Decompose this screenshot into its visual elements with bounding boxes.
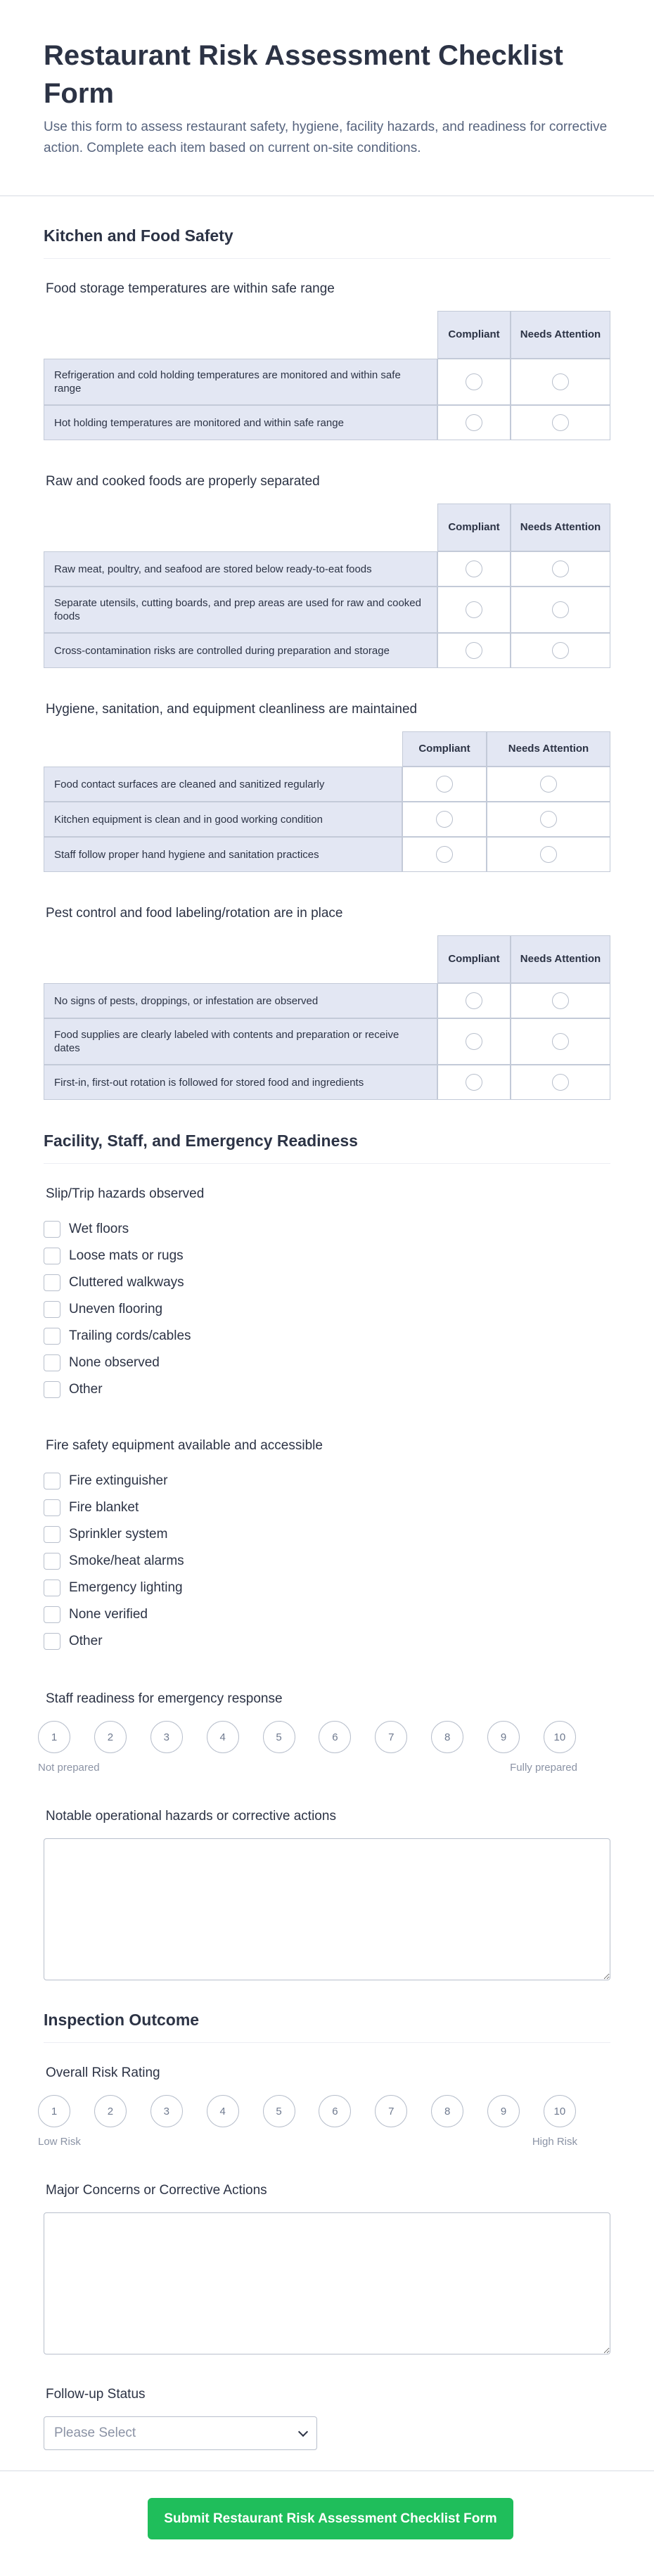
scale-option[interactable]: 4 [207, 1721, 239, 1753]
dropdown-followup [44, 2385, 610, 2450]
concerns-textarea[interactable] [44, 2212, 610, 2354]
scale-option[interactable]: 8 [431, 2095, 463, 2127]
scale-option[interactable]: 9 [487, 1721, 520, 1753]
matrix-corner [44, 731, 402, 767]
submit-button[interactable]: Submit Restaurant Risk Assessment Checklist Form [148, 2498, 513, 2539]
matrix-food-separation [44, 473, 610, 668]
checkbox[interactable] [44, 1553, 60, 1570]
scale-low-label: Not prepared [38, 1762, 100, 1774]
question-label: Raw and cooked foods are properly separated [46, 474, 320, 489]
scale-option[interactable]: 6 [319, 2095, 351, 2127]
scale-option[interactable]: 7 [375, 1721, 407, 1753]
scale-option[interactable]: 5 [263, 1721, 295, 1753]
checkbox[interactable] [44, 1301, 60, 1318]
radio-needs-attention[interactable] [552, 1033, 569, 1050]
matrix-row [44, 1065, 610, 1100]
section-outcome [44, 1980, 610, 2043]
matrix-table [44, 935, 610, 1100]
matrix-row-label: No signs of pests, droppings, or infestation are observed [44, 983, 437, 1018]
checkbox-option[interactable] [44, 1468, 610, 1494]
matrix-row-label: First-in, first-out rotation is followed for stored food and ingredients [44, 1065, 437, 1100]
radio-compliant[interactable] [466, 1074, 482, 1091]
section-title: Facility, Staff, and Emergency Readiness [44, 1132, 358, 1150]
scale-option[interactable]: 2 [94, 2095, 127, 2127]
section-facility [44, 1100, 610, 1164]
scale-option[interactable]: 4 [207, 2095, 239, 2127]
question-label: Major Concerns or Corrective Actions [46, 2183, 267, 2198]
checkbox-option[interactable] [44, 1575, 610, 1601]
radio-compliant[interactable] [466, 642, 482, 659]
checkbox-label: Loose mats or rugs [69, 1248, 184, 1263]
radio-needs-attention[interactable] [552, 992, 569, 1009]
checkbox-option[interactable] [44, 1548, 610, 1575]
matrix-row [44, 359, 610, 405]
scale-option[interactable]: 1 [38, 2095, 70, 2127]
checkbox-option[interactable] [44, 1296, 610, 1323]
radio-needs-attention[interactable] [552, 414, 569, 431]
scale-option[interactable]: 5 [263, 2095, 295, 2127]
matrix-table [44, 731, 610, 872]
radio-needs-attention[interactable] [540, 776, 557, 793]
scale-option[interactable]: 2 [94, 1721, 127, 1753]
checkbox-label: Cluttered walkways [69, 1275, 184, 1290]
radio-compliant[interactable] [436, 811, 453, 828]
checkbox-option[interactable] [44, 1269, 610, 1296]
radio-needs-attention[interactable] [552, 560, 569, 577]
textarea-concerns [44, 2181, 610, 2354]
checkbox[interactable] [44, 1633, 60, 1650]
checkbox-option[interactable] [44, 1350, 610, 1376]
checkbox-option[interactable] [44, 1628, 610, 1655]
matrix-corner [44, 311, 437, 359]
matrix-food-storage [44, 280, 610, 440]
checkbox-option[interactable] [44, 1521, 610, 1548]
question-label: Slip/Trip hazards observed [46, 1186, 205, 1201]
radio-compliant[interactable] [466, 992, 482, 1009]
checkbox-label: Trailing cords/cables [69, 1328, 191, 1343]
form-description: Use this form to assess restaurant safety, hygiene, facility hazards, and readiness for corrective action. Complete each item based on current on-site conditions. [44, 120, 608, 155]
checkbox-option[interactable] [44, 1216, 610, 1243]
matrix-row-label: Staff follow proper hand hygiene and sanitation practices [44, 837, 402, 872]
checkbox[interactable] [44, 1274, 60, 1291]
matrix-row-label: Raw meat, poultry, and seafood are stored below ready-to-eat foods [44, 551, 437, 587]
question-label: Notable operational hazards or corrective actions [46, 1809, 336, 1824]
hazards-textarea[interactable] [44, 1838, 610, 1980]
checkbox-label: Sprinkler system [69, 1527, 168, 1542]
matrix-col-needs-attention: Needs Attention [511, 311, 610, 359]
checkbox-label: Fire extinguisher [69, 1473, 168, 1488]
checkbox-option[interactable] [44, 1243, 610, 1269]
matrix-row-label: Kitchen equipment is clean and in good working condition [44, 802, 402, 837]
scale-low-label: Low Risk [38, 2136, 81, 2148]
matrix-corner [44, 935, 437, 983]
matrix-table [44, 311, 610, 440]
matrix-row [44, 837, 610, 872]
checkbox[interactable] [44, 1381, 60, 1398]
textarea-hazards [44, 1807, 610, 1980]
checkbox[interactable] [44, 1354, 60, 1371]
checkbox[interactable] [44, 1606, 60, 1623]
radio-compliant[interactable] [436, 846, 453, 863]
matrix-row [44, 983, 610, 1018]
checkbox[interactable] [44, 1473, 60, 1489]
scale-high-label: High Risk [532, 2136, 577, 2148]
radio-compliant[interactable] [466, 373, 482, 390]
checkbox-group-slip-trip [44, 1185, 610, 1403]
checkbox-option[interactable] [44, 1323, 610, 1350]
matrix-row [44, 405, 610, 440]
checkbox-option[interactable] [44, 1601, 610, 1628]
scale-option[interactable]: 3 [150, 1721, 183, 1753]
radio-compliant[interactable] [436, 776, 453, 793]
question-label: Overall Risk Rating [46, 2065, 160, 2080]
radio-compliant[interactable] [466, 414, 482, 431]
checkbox[interactable] [44, 1328, 60, 1345]
matrix-row-label: Separate utensils, cutting boards, and prep areas are used for raw and cooked foods [44, 587, 437, 633]
checkbox[interactable] [44, 1579, 60, 1596]
radio-compliant[interactable] [466, 1033, 482, 1050]
checkbox[interactable] [44, 1499, 60, 1516]
section-title: Inspection Outcome [44, 2011, 200, 2029]
matrix-row-label: Hot holding temperatures are monitored and within safe range [44, 405, 437, 440]
radio-needs-attention[interactable] [540, 846, 557, 863]
matrix-col-needs-attention: Needs Attention [511, 504, 610, 551]
matrix-table [44, 504, 610, 668]
question-label: Food storage temperatures are within safe range [46, 281, 335, 296]
radio-needs-attention[interactable] [552, 601, 569, 618]
matrix-col-compliant: Compliant [437, 504, 511, 551]
scale-option[interactable]: 1 [38, 1721, 70, 1753]
scale-option[interactable]: 10 [544, 1721, 576, 1753]
scale-option[interactable]: 8 [431, 1721, 463, 1753]
scale-staff-readiness [38, 1690, 610, 1774]
matrix-col-compliant: Compliant [437, 935, 511, 983]
checkbox-label: Other [69, 1634, 103, 1648]
scale-option[interactable]: 9 [487, 2095, 520, 2127]
matrix-row-label: Food contact surfaces are cleaned and sanitized regularly [44, 767, 402, 802]
radio-compliant[interactable] [466, 560, 482, 577]
radio-needs-attention[interactable] [552, 642, 569, 659]
checkbox-label: None verified [69, 1607, 148, 1622]
matrix-pest-control [44, 904, 610, 1100]
matrix-hygiene [44, 700, 610, 872]
checkbox-group-fire-safety [44, 1437, 610, 1655]
form-footer [0, 2471, 654, 2576]
matrix-col-needs-attention: Needs Attention [511, 935, 610, 983]
checkbox-option[interactable] [44, 1494, 610, 1521]
followup-select[interactable] [44, 2416, 317, 2450]
checkbox-label: None observed [69, 1355, 160, 1370]
scale-option[interactable]: 10 [544, 2095, 576, 2127]
radio-compliant[interactable] [466, 601, 482, 618]
question-label: Pest control and food labeling/rotation are in place [46, 906, 343, 921]
matrix-row [44, 551, 610, 587]
form-header [0, 0, 654, 196]
scale-option[interactable]: 7 [375, 2095, 407, 2127]
matrix-row [44, 587, 610, 633]
question-label: Hygiene, sanitation, and equipment cleanliness are maintained [46, 702, 418, 717]
matrix-col-compliant: Compliant [437, 311, 511, 359]
rating-scale [38, 1721, 577, 1753]
matrix-row-label: Food supplies are clearly labeled with contents and preparation or receive dates [44, 1018, 437, 1065]
section-kitchen [44, 196, 610, 259]
checkbox-label: Fire blanket [69, 1500, 139, 1515]
question-label: Follow-up Status [46, 2387, 146, 2402]
scale-option[interactable]: 3 [150, 2095, 183, 2127]
scale-overall-risk [38, 2064, 610, 2148]
matrix-col-compliant: Compliant [402, 731, 487, 767]
checkbox-label: Other [69, 1382, 103, 1397]
form-title: Restaurant Risk Assessment Checklist Form [44, 40, 563, 109]
radio-needs-attention[interactable] [540, 811, 557, 828]
radio-needs-attention[interactable] [552, 373, 569, 390]
select-placeholder: Please Select [54, 2426, 136, 2440]
radio-needs-attention[interactable] [552, 1074, 569, 1091]
matrix-col-needs-attention: Needs Attention [487, 731, 610, 767]
checkbox[interactable] [44, 1526, 60, 1543]
chevron-down-icon [298, 2426, 308, 2436]
scale-high-label: Fully prepared [510, 1762, 577, 1774]
question-label: Staff readiness for emergency response [46, 1691, 283, 1706]
matrix-row [44, 767, 610, 802]
scale-option[interactable]: 6 [319, 1721, 351, 1753]
checkbox[interactable] [44, 1248, 60, 1264]
matrix-row [44, 1018, 610, 1065]
matrix-row-label: Cross-contamination risks are controlled during preparation and storage [44, 633, 437, 668]
matrix-corner [44, 504, 437, 551]
checkbox[interactable] [44, 1221, 60, 1238]
checkbox-label: Wet floors [69, 1222, 129, 1236]
section-title: Kitchen and Food Safety [44, 226, 233, 245]
matrix-row [44, 802, 610, 837]
checkbox-label: Emergency lighting [69, 1580, 183, 1595]
question-label: Fire safety equipment available and accessible [46, 1438, 323, 1453]
checkbox-label: Uneven flooring [69, 1302, 163, 1316]
checkbox-option[interactable] [44, 1376, 610, 1403]
rating-scale [38, 2095, 577, 2127]
matrix-row-label: Refrigeration and cold holding temperatures are monitored and within safe range [44, 359, 437, 405]
matrix-row [44, 633, 610, 668]
checkbox-label: Smoke/heat alarms [69, 1553, 184, 1568]
